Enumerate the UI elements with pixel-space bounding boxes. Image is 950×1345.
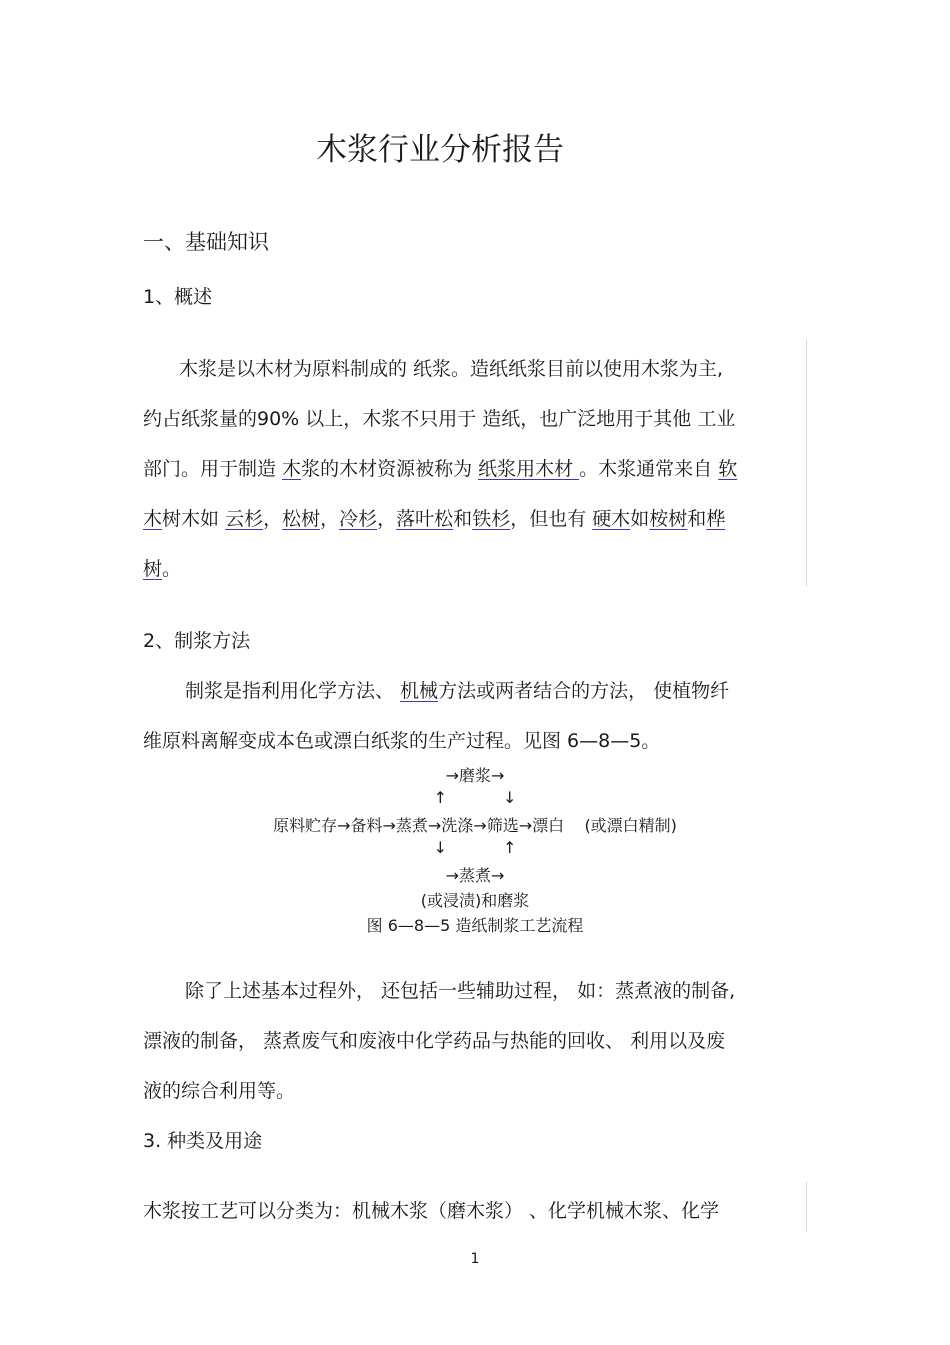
- link-birch[interactable]: 桦: [706, 508, 726, 530]
- subsection-heading-types: 3. 种类及用途: [143, 1130, 263, 1152]
- auxiliary-line-3: 液的综合利用等。: [143, 1080, 296, 1102]
- subsection-heading-pulping: 2、制浆方法: [143, 630, 251, 652]
- flow-row-impregnation: (或浸渍)和磨浆: [420, 891, 530, 910]
- link-eucalyptus[interactable]: 桉树: [649, 508, 688, 530]
- overview-line-3: 部门。用于制造 木浆的木材资源被称为 纸浆用木材 。木浆通常来自 软: [143, 458, 738, 480]
- link-wood[interactable]: 木: [282, 458, 302, 480]
- subsection-heading-overview: 1、概述: [143, 286, 213, 308]
- link-hardwood[interactable]: 硬木: [592, 508, 631, 530]
- link-pulpwood[interactable]: 纸浆用木材: [478, 458, 580, 480]
- section-heading-basics: 一、基础知识: [143, 230, 269, 254]
- flow-row-arrows-1: ↑ ↓: [433, 788, 517, 807]
- link-larch[interactable]: 落叶松: [396, 508, 454, 530]
- overview-line-1: 木浆是以木材为原料制成的 纸浆。造纸纸浆目前以使用木浆为主,: [179, 358, 724, 380]
- link-softwood-cont[interactable]: 木: [143, 508, 163, 530]
- flow-row-grinding: →磨浆→: [445, 766, 505, 785]
- overview-line-2: 约占纸浆量的90% 以上，木浆不只用于 造纸，也广泛地用于其他 工业: [143, 408, 736, 430]
- auxiliary-line-1: 除了上述基本过程外， 还包括一些辅助过程， 如：蒸煮液的制备,: [185, 980, 736, 1002]
- link-fir[interactable]: 冷杉: [339, 508, 378, 530]
- link-spruce[interactable]: 云杉: [225, 508, 264, 530]
- link-softwood[interactable]: 软: [718, 458, 738, 480]
- link-mechanical[interactable]: 机械: [400, 680, 439, 702]
- link-hemlock[interactable]: 铁杉: [472, 508, 511, 530]
- pulping-line-1: 制浆是指利用化学方法、 机械方法或两者结合的方法， 使植物纤: [185, 680, 730, 702]
- types-line-1: 木浆按工艺可以分类为：机械木浆（磨木浆） 、化学机械木浆、化学: [143, 1200, 720, 1222]
- overview-line-4: 木树木如 云杉，松树，冷杉，落叶松和铁杉，但也有 硬木如桉树和桦: [143, 508, 726, 530]
- page-number: 1: [470, 1251, 480, 1267]
- auxiliary-line-2: 漂液的制备， 蒸煮废气和废液中化学药品与热能的回收、 利用以及废: [143, 1030, 726, 1052]
- figure-caption: 图 6—8—5 造纸制浆工艺流程: [366, 916, 584, 935]
- flow-row-arrows-2: ↓ ↑: [433, 838, 517, 857]
- margin-rule-2: [806, 1182, 807, 1232]
- link-pine[interactable]: 松树: [282, 508, 321, 530]
- flow-row-cooking: →蒸煮→: [445, 866, 505, 885]
- pulping-line-2: 维原料离解变成本色或漂白纸浆的生产过程。见图 6—8—5。: [143, 730, 661, 752]
- page-title: 木浆行业分析报告: [316, 132, 564, 168]
- link-birch-cont[interactable]: 树: [143, 558, 163, 580]
- margin-rule: [806, 340, 807, 586]
- overview-line-5: 树。: [143, 558, 182, 580]
- flow-row-main: 原料贮存→备料→蒸煮→洗涤→筛选→漂白 (或漂白精制): [273, 816, 677, 835]
